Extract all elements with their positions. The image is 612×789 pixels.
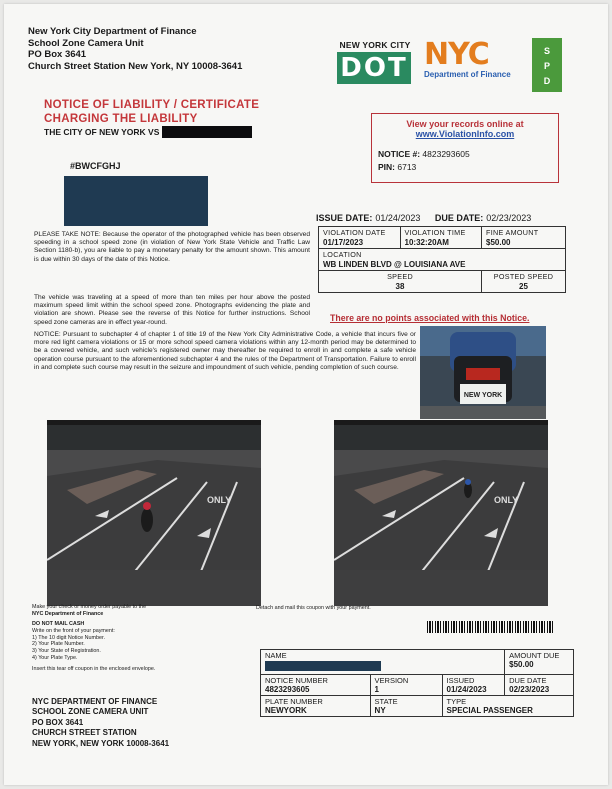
nyc-logo-mark: NYC [424,37,489,72]
take-note-paragraph: PLEASE TAKE NOTE: Because the operator of the photographed vehicle has been observed speeding in a school speed zone (in violation of New York State Vehicle and Traffic Law Section 1180-b), you are liable to pay a monetary penalty for the amount shown. This amount is due within 30 days of the date of this Notice. [34,231,310,263]
notice-number-value: 4823293605 [422,149,470,159]
pin-value: 6713 [397,162,417,172]
notice-title [44,98,259,126]
notice-paragraph: NOTICE: Pursuant to subchapter 4 of chapter 1 of title 19 of the New York City Administrative Code, a vehicle that incurs five or more red light camera violations or 15 or more school speed camera violations within any 12-month period may be determined to be a covered vehicle, and such vehicle's registered owner may thereafter be required to enroll in and complete a safe vehicle operation course pursuant to the aforementioned subchapter 4 and the rules of the Department of Transportation. Failure to enroll in and complete such course may result in the seizure and impoundment of such vehicle, pending completion of such course. [34,331,416,371]
violation-time-label: VIOLATION TIME [404,228,466,237]
no-points-notice: There are no points associated with this Notice. [330,313,530,323]
coupon-type-cell [442,696,573,717]
speed-value: 38 [395,282,405,291]
coupon-issued-label: ISSUED [446,676,475,685]
sender-line: PO Box 3641 [28,49,87,60]
detach-note: Detach and mail this coupon with your payment. [256,605,371,611]
instruction-line: 1) The 10 digit Notice Number. [32,634,106,641]
remit-line: SCHOOL ZONE CAMERA UNIT [32,707,149,717]
coupon-version-label: VERSION [374,676,409,685]
coupon-name-label: NAME [265,651,287,660]
payment-instructions [32,621,155,673]
instruction-line: Write on the front of your payment: [32,627,115,634]
notice-number-label: NOTICE #: [378,149,421,159]
issue-due-dates [316,213,543,223]
road-marking-text: ONLY [494,495,519,505]
coupon-name-cell [261,650,505,675]
sender-address [28,26,242,72]
issue-date-value: 01/24/2023 [375,213,421,223]
remit-line: CHURCH STREET STATION [32,728,137,738]
payment-coupon [260,649,574,717]
nyc-logo-dept: Department of Finance [424,70,511,79]
coupon-amount-cell [505,650,574,675]
redacted-name-bar [162,126,252,138]
spd-letter: S [543,46,550,56]
remit-address [32,697,169,749]
coupon-type-value: SPECIAL PASSENGER [446,706,533,715]
speed-label: SPEED [387,272,413,281]
do-not-mail-cash: DO NOT MAIL CASH [32,621,85,627]
coupon-version-value: 1 [374,685,379,694]
violation-photo-1 [47,420,261,606]
instruction-line: 4) Your Plate Type. [32,654,78,661]
notice-page [4,4,608,785]
due-date [435,213,531,223]
remit-line: NYC DEPARTMENT OF FINANCE [32,697,158,706]
coupon-amount-label: AMOUNT DUE [509,651,560,660]
issue-date-label: ISSUE DATE: [316,213,373,223]
location-value: WB LINDEN BLVD @ LOUISIANA AVE [323,260,466,269]
violation-date-label: VIOLATION DATE [323,228,386,237]
speed-cell [319,271,482,293]
instruction-line: 2) Your Plate Number. [32,641,85,648]
remit-line: NEW YORK, NEW YORK 10008-3641 [32,738,170,748]
road-marking-text: ONLY [207,495,232,505]
violation-time-value: 10:32:20AM [404,238,449,247]
nyc-finance-logo [424,37,534,79]
fine-amount-label: FINE AMOUNT [486,228,539,237]
speed-paragraph: The vehicle was traveling at a speed of more than ten miles per hour above the posted maximum speed limit within the school speed zone. Photographs evidencing the plate and violation are shown. Please see the reverse of this Notice for further instructions. School speed zone cameras are in effect year-round. [34,294,310,326]
coupon-notice-label: NOTICE NUMBER [265,676,328,685]
instruction-line: 3) Your State of Registration. [32,648,101,655]
coupon-due-label: DUE DATE [509,676,547,685]
due-date-label: DUE DATE: [434,213,484,223]
coupon-state-cell [370,696,442,717]
coupon-type-label: TYPE [446,697,467,706]
spd-badge [532,38,562,92]
coupon-version-cell [370,675,442,696]
posted-speed-value: 25 [519,282,528,291]
payable-to-note [32,604,146,617]
due-date-value: 02/23/2023 [486,213,532,223]
violation-photo-2 [334,420,548,606]
payable-to-line: NYC Department of Finance [32,610,104,617]
sender-line: Church Street Station New York, NY 10008-3641 [28,60,243,72]
barcode [427,621,554,633]
reference-code: #BWCFGHJ [70,161,121,171]
dot-logo-mark: DOT [337,52,411,84]
fine-amount-value: $50.00 [486,238,511,247]
coupon-amount-value: $50.00 [509,660,534,669]
coupon-state-label: STATE [374,697,398,706]
coupon-due-cell [505,675,574,696]
road-photo-graphic [334,420,548,606]
violation-time-cell [400,227,482,249]
remit-line: PO BOX 3641 [32,717,84,727]
city-vs-label: THE CITY OF NEW YORK VS [44,127,160,137]
coupon-plate-cell [261,696,371,717]
notice-number-row [378,149,552,159]
violation-date-value: 01/17/2023 [323,238,364,247]
coupon-notice-cell [261,675,371,696]
coupon-issued-cell [442,675,505,696]
notice-title-line2: CHARGING THE LIABILITY [44,113,198,125]
posted-speed-label: POSTED SPEED [493,272,554,281]
coupon-issued-value: 01/24/2023 [446,685,487,694]
plate-photo [420,326,546,419]
online-records-title: View your records online at [406,119,524,129]
sender-line: New York City Department of Finance [28,26,197,37]
posted-speed-cell [482,271,566,293]
online-records-box [371,113,559,183]
violationinfo-link[interactable]: www.ViolationInfo.com [415,129,515,139]
location-label: LOCATION [323,250,362,259]
plate-photo-graphic [420,326,546,419]
sender-line: School Zone Camera Unit [28,37,144,49]
redacted-address-block [64,176,208,226]
fine-amount-cell [482,227,566,249]
coupon-due-value: 02/23/2023 [509,685,550,694]
plate-text: NEW YORK [463,392,503,399]
dot-logo-title: NEW YORK CITY [339,40,411,50]
coupon-notice-value: 4823293605 [265,685,310,694]
road-photo-graphic [47,420,261,606]
payable-to-line: Make your check or money order payable to the [32,604,147,610]
spd-letter: P [543,61,550,71]
coupon-state-value: NY [374,706,386,715]
issue-date [316,213,420,223]
coupon-plate-label: PLATE NUMBER [265,697,323,706]
notice-title-line1: NOTICE OF LIABILITY / CERTIFICATE [44,99,260,111]
pin-row [378,162,552,172]
dot-logo [337,40,413,84]
coupon-plate-value: NEWYORK [265,706,307,715]
spd-letter: D [543,76,551,86]
violation-table [318,226,566,293]
pin-label: PIN: [378,162,395,172]
location-cell [319,249,566,271]
redacted-coupon-name [265,661,381,671]
instruction-line: Insert this tear off coupon in the enclosed envelope. [32,665,156,672]
violation-date-cell [319,227,401,249]
